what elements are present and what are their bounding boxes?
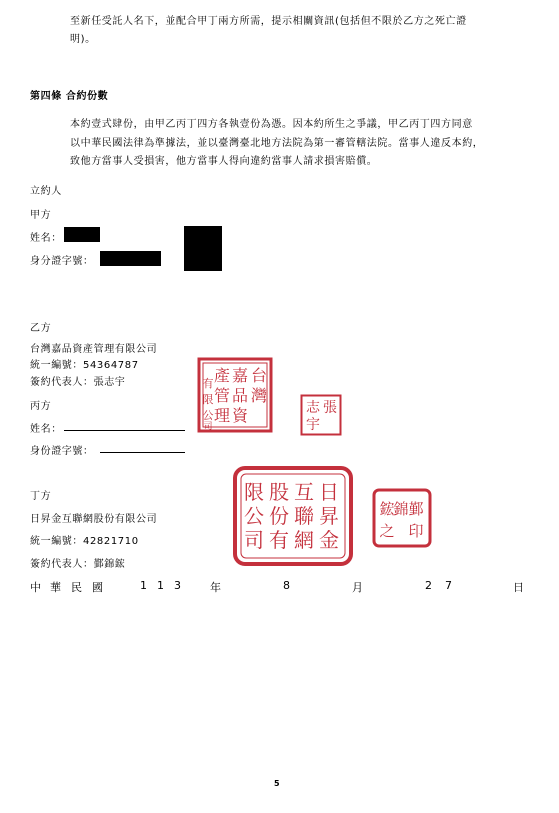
date-char: 1 — [157, 579, 164, 592]
seal-party-b-rep — [300, 394, 342, 436]
party-c-name-label: 姓名： — [30, 424, 62, 435]
top-para-line1: 至新任受託人名下，並配合甲丁兩方所需，提示相關資訊(包括但不限於乙方之死亡證 — [70, 16, 467, 27]
party-d-label: 丁方 — [30, 491, 52, 502]
svg-text:鄞: 鄞 — [408, 500, 424, 518]
party-d-tax-id: 統一編號：42821710 — [30, 536, 139, 547]
svg-text:有: 有 — [202, 377, 214, 390]
svg-text:宇: 宇 — [306, 417, 320, 433]
svg-text:互: 互 — [294, 480, 314, 504]
seal-party-d-company — [232, 465, 354, 567]
svg-text:資: 資 — [231, 406, 249, 425]
svg-text:司: 司 — [244, 528, 264, 552]
date-char: 8 — [283, 579, 290, 592]
svg-text:限: 限 — [202, 393, 214, 406]
svg-text:品: 品 — [231, 386, 249, 405]
svg-text:產: 產 — [213, 366, 231, 385]
party-c-id-label: 身份證字號： — [30, 446, 94, 457]
party-c-name-line — [64, 430, 185, 431]
svg-text:份: 份 — [269, 504, 289, 528]
article-4-line1: 本約壹式肆份，由甲乙丙丁四方各執壹份為憑。因本約所生之爭議，甲乙丙丁四方同意 — [70, 119, 473, 130]
svg-text:灣: 灣 — [250, 386, 268, 405]
party-c-id-line — [100, 452, 185, 453]
svg-text:志: 志 — [306, 400, 320, 416]
party-a-id-label: 身分證字號： — [30, 256, 94, 267]
svg-text:印: 印 — [408, 522, 424, 540]
svg-text:台: 台 — [250, 366, 268, 385]
svg-text:公: 公 — [202, 409, 214, 422]
party-b-company: 台灣嘉品資產管理有限公司 — [30, 344, 158, 355]
seal-party-b-company — [197, 357, 273, 433]
svg-text:鋐: 鋐 — [379, 500, 395, 518]
top-para-line2: 明)。 — [70, 34, 96, 45]
svg-text:管: 管 — [213, 386, 231, 405]
svg-text:張: 張 — [323, 400, 337, 416]
svg-text:公: 公 — [244, 504, 264, 528]
page-number: 5 — [274, 779, 280, 788]
date-char: 民 — [71, 581, 82, 594]
svg-text:限: 限 — [244, 480, 264, 504]
date-char: 3 — [174, 579, 181, 592]
date-char: 7 — [445, 579, 452, 592]
date-char: 年 — [210, 581, 221, 594]
date-char: 日 — [513, 581, 524, 594]
party-a-name-redaction — [64, 227, 100, 242]
svg-text:金: 金 — [319, 528, 339, 552]
svg-text:理: 理 — [213, 406, 231, 425]
party-b-label: 乙方 — [30, 323, 52, 334]
svg-text:網: 網 — [294, 528, 314, 552]
article-4-line2: 以中華民國法律為準據法，並以臺灣臺北地方法院為第一審管轄法院。當事人違反本約， — [70, 138, 484, 149]
article-4-line3: 致他方當事人受損害，他方當事人得向違約當事人請求損害賠償。 — [70, 156, 378, 167]
party-d-company: 日昇金互聯網股份有限公司 — [30, 514, 158, 525]
svg-text:司: 司 — [203, 422, 213, 432]
date-char: 華 — [50, 581, 61, 594]
svg-text:有: 有 — [269, 528, 289, 552]
svg-text:嘉: 嘉 — [231, 366, 249, 385]
svg-text:股: 股 — [269, 480, 289, 504]
date-char: 月 — [352, 581, 363, 594]
date-char: 國 — [92, 581, 103, 594]
party-a-label: 甲方 — [30, 210, 52, 221]
party-b-tax-id: 統一編號：54364787 — [30, 360, 139, 371]
svg-text:聯: 聯 — [294, 504, 314, 528]
date-char: 1 — [140, 579, 147, 592]
article-4-heading: 第四條 合約份數 — [30, 91, 109, 102]
seal-party-d-rep — [372, 488, 432, 548]
party-a-id-redaction — [100, 251, 161, 266]
party-d-representative: 簽約代表人：鄞錦鋐 — [30, 559, 126, 570]
party-b-representative: 簽約代表人：張志宇 — [30, 377, 126, 388]
signatories-title: 立約人 — [30, 186, 62, 197]
party-c-label: 丙方 — [30, 401, 52, 412]
date-char: 2 — [425, 579, 432, 592]
party-a-name-label: 姓名： — [30, 233, 62, 244]
svg-text:日: 日 — [319, 480, 339, 504]
svg-text:昇: 昇 — [319, 504, 339, 528]
svg-text:之: 之 — [379, 522, 395, 540]
party-a-seal-redaction — [184, 226, 222, 271]
date-char: 中 — [30, 581, 41, 594]
svg-text:錦: 錦 — [393, 500, 409, 518]
